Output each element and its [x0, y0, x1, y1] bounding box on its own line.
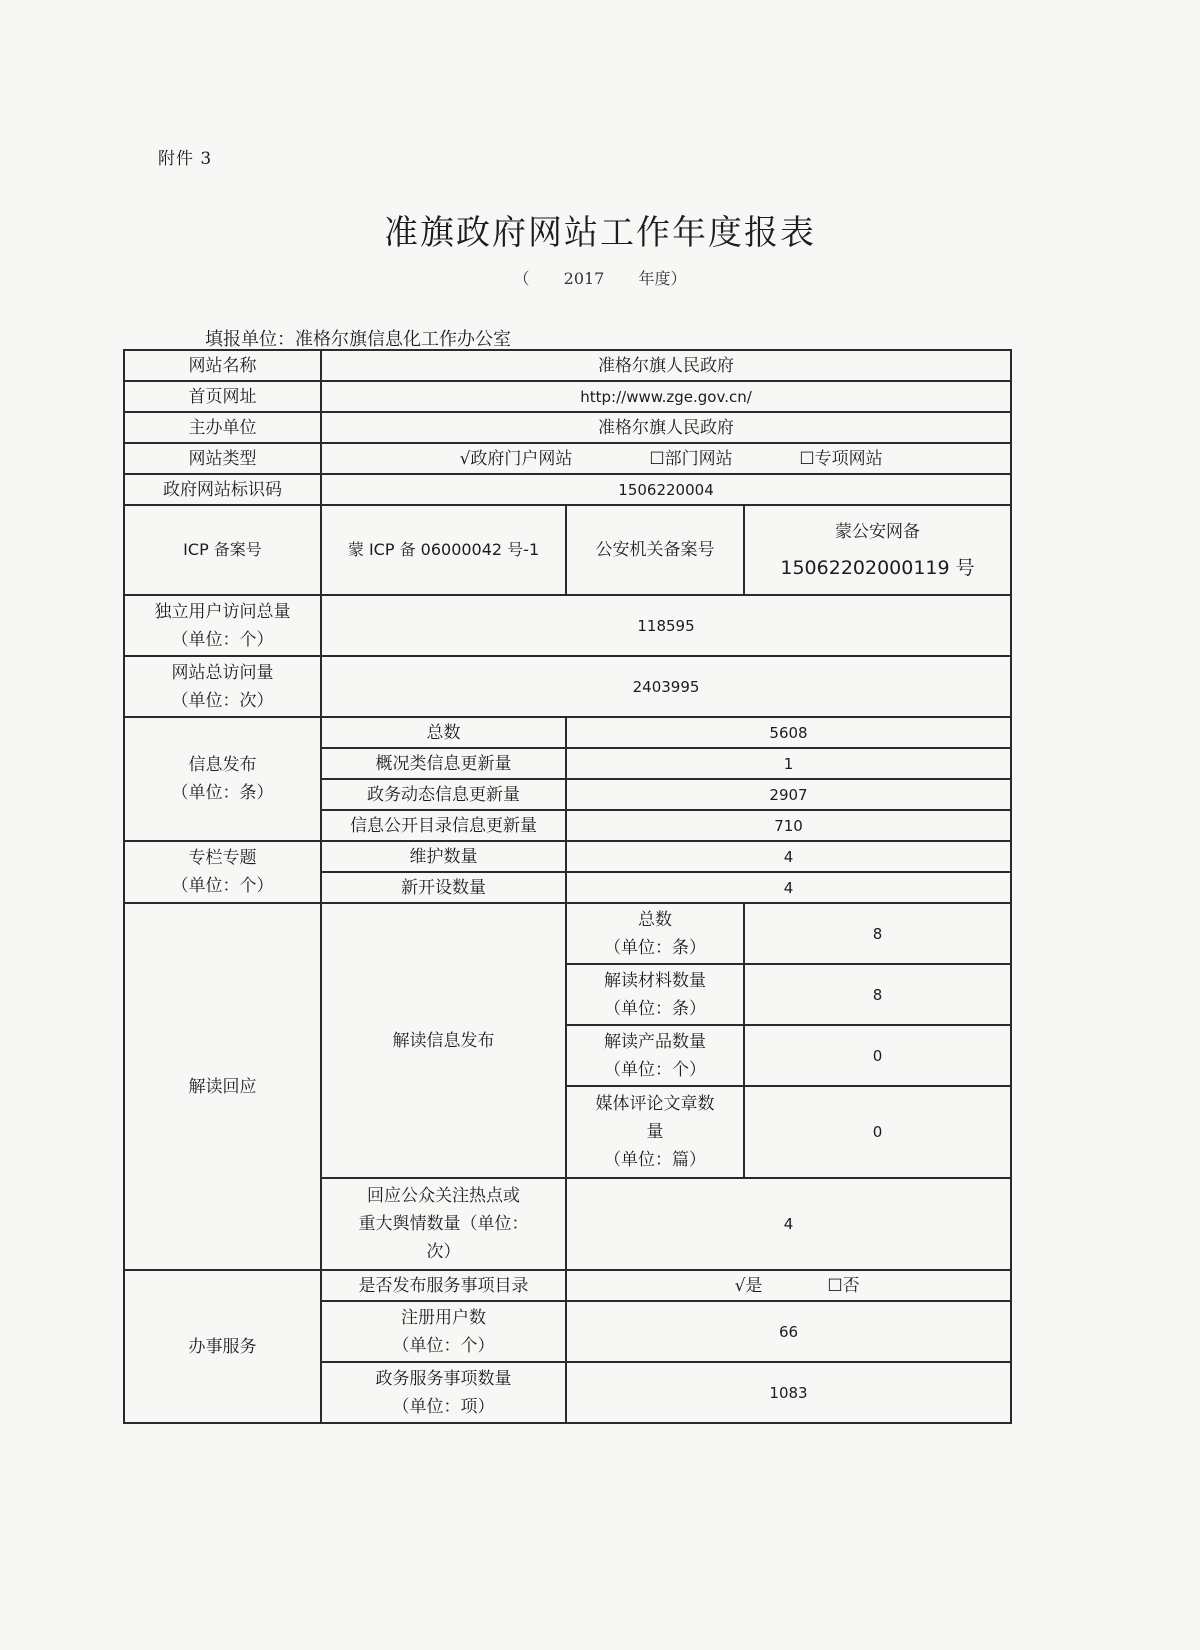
- uv-label-1: 独立用户访问总量: [154, 601, 291, 622]
- info-label-1: 信息发布: [188, 755, 257, 775]
- site-type-label: 网站类型: [124, 443, 321, 474]
- info-row-label: 概况类信息更新量: [321, 748, 566, 779]
- filler-unit: [205, 325, 511, 351]
- reg-value: 66: [566, 1301, 1011, 1362]
- pv-value: 2403995: [321, 656, 1011, 717]
- column-label-2: （单位：个）: [171, 876, 274, 896]
- media-label-2: 量: [646, 1122, 664, 1142]
- report-table: [123, 349, 1012, 1424]
- column-label: [124, 841, 321, 903]
- media-label-3: （单位：篇）: [604, 1150, 706, 1170]
- interp-row-value: 8: [744, 903, 1011, 964]
- homepage-value: http://www.zge.gov.cn/: [321, 381, 1011, 412]
- reg-label-2: （单位：个）: [392, 1335, 495, 1356]
- interp-pub-label: 解读信息发布: [321, 903, 566, 1178]
- site-type-options: [321, 443, 1011, 474]
- interp-row-label-2: （单位：条）: [604, 937, 706, 958]
- response-label-1: 回应公众关注热点或: [367, 1186, 520, 1206]
- column-row-label: 新开设数量: [321, 872, 566, 903]
- police-value-line2: 15062202000119 号: [780, 557, 975, 579]
- uv-label-2: （单位：个）: [171, 629, 274, 650]
- response-label-3: 次）: [426, 1242, 461, 1262]
- column-label-1: 专栏专题: [188, 848, 257, 868]
- police-value-line1: 蒙公安网备: [835, 522, 921, 542]
- year-value: 2017: [563, 269, 605, 288]
- media-label: [566, 1086, 744, 1178]
- items-label: [321, 1362, 566, 1423]
- row-sponsor: [124, 412, 1011, 443]
- row-info-total: [124, 717, 1011, 748]
- uv-value: 118595: [321, 595, 1011, 656]
- year-close: 年度）: [638, 269, 687, 288]
- filler-value: 准格尔旗信息化工作办公室: [295, 329, 511, 350]
- catalog-options: [566, 1270, 1011, 1301]
- report-year: [0, 266, 1200, 289]
- interp-label: 解读回应: [124, 903, 321, 1270]
- row-page-views: [124, 656, 1011, 717]
- info-row-value: 710: [566, 810, 1011, 841]
- interp-row-label-1: 解读产品数量: [604, 1031, 706, 1052]
- site-name-value: 准格尔旗人民政府: [321, 350, 1011, 381]
- row-interp-total: [124, 903, 1011, 964]
- homepage-label: 首页网址: [124, 381, 321, 412]
- info-label-2: （单位：条）: [171, 783, 274, 803]
- items-label-1: 政务服务事项数量: [375, 1368, 512, 1389]
- interp-row-label-2: （单位：条）: [604, 998, 706, 1019]
- response-label: [321, 1178, 566, 1270]
- pv-label-2: （单位：次）: [171, 690, 274, 711]
- info-row-label: 总数: [321, 717, 566, 748]
- icp-value: 蒙 ICP 备 06000042 号-1: [321, 505, 566, 595]
- catalog-label: 是否发布服务事项目录: [321, 1270, 566, 1301]
- uv-label: [124, 595, 321, 656]
- info-row-value: 2907: [566, 779, 1011, 810]
- info-row-value: 1: [566, 748, 1011, 779]
- police-label: 公安机关备案号: [566, 505, 744, 595]
- report-title: 准旗政府网站工作年度报表: [384, 213, 816, 253]
- info-row-label: 政务动态信息更新量: [321, 779, 566, 810]
- interp-row-label: [566, 964, 744, 1025]
- row-site-type: [124, 443, 1011, 474]
- interp-row-label: [566, 903, 744, 964]
- interp-row-value: 0: [744, 1025, 1011, 1086]
- interp-row-label: [566, 1025, 744, 1086]
- info-row-value: 5608: [566, 717, 1011, 748]
- column-row-value: 4: [566, 872, 1011, 903]
- reg-label-1: 注册用户数: [401, 1307, 486, 1328]
- interp-row-label-1: 总数: [638, 909, 672, 930]
- site-id-value: 1506220004: [321, 474, 1011, 505]
- row-unique-visitors: [124, 595, 1011, 656]
- attachment-label: 附件 3: [158, 149, 213, 169]
- media-value: 0: [744, 1086, 1011, 1178]
- row-icp: [124, 505, 1011, 595]
- police-value: [744, 505, 1011, 595]
- site-type-department: ☐部门网站: [649, 448, 733, 469]
- media-label-1: 媒体评论文章数: [595, 1094, 715, 1114]
- info-row-label: 信息公开目录信息更新量: [321, 810, 566, 841]
- icp-label: ICP 备案号: [124, 505, 321, 595]
- filler-label: 填报单位：: [205, 329, 295, 350]
- interp-row-label-2: （单位：个）: [604, 1059, 706, 1080]
- row-site-id: [124, 474, 1011, 505]
- response-label-2: 重大舆情数量（单位：: [358, 1214, 529, 1234]
- reg-label: [321, 1301, 566, 1362]
- site-type-special: ☐专项网站: [799, 448, 883, 469]
- items-value: 1083: [566, 1362, 1011, 1423]
- year-open: （: [513, 269, 530, 288]
- row-homepage: [124, 381, 1011, 412]
- row-service-catalog: [124, 1270, 1011, 1301]
- site-type-portal: √政府门户网站: [459, 448, 573, 469]
- interp-row-label-1: 解读材料数量: [604, 970, 706, 991]
- sponsor-label: 主办单位: [124, 412, 321, 443]
- pv-label: [124, 656, 321, 717]
- column-row-value: 4: [566, 841, 1011, 872]
- column-row-label: 维护数量: [321, 841, 566, 872]
- site-name-label: 网站名称: [124, 350, 321, 381]
- sponsor-value: 准格尔旗人民政府: [321, 412, 1011, 443]
- site-id-label: 政府网站标识码: [124, 474, 321, 505]
- pv-label-1: 网站总访问量: [171, 662, 274, 683]
- response-value: 4: [566, 1178, 1011, 1270]
- catalog-no: ☐否: [827, 1275, 860, 1296]
- row-site-name: [124, 350, 1011, 381]
- service-label: 办事服务: [124, 1270, 321, 1423]
- items-label-2: （单位：项）: [392, 1396, 495, 1417]
- info-label: [124, 717, 321, 841]
- interp-row-value: 8: [744, 964, 1011, 1025]
- catalog-yes: √是: [734, 1275, 763, 1296]
- row-column-maintained: [124, 841, 1011, 872]
